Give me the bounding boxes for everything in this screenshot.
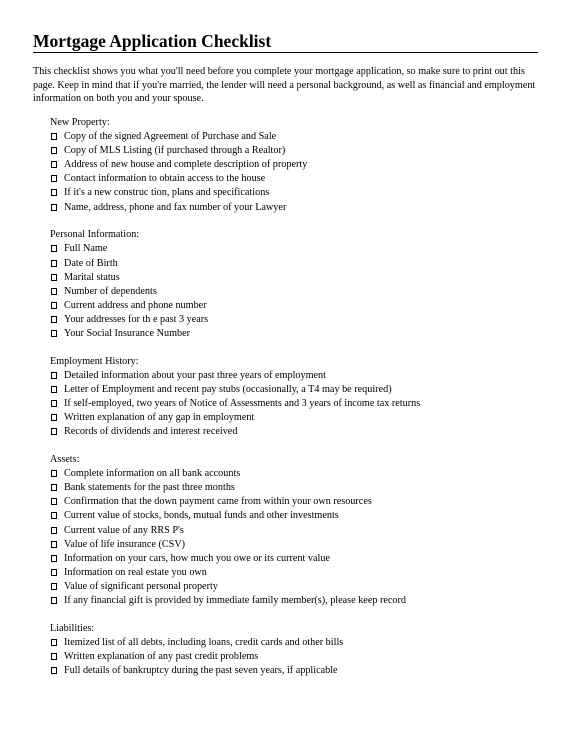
checkbox-icon[interactable]	[51, 667, 57, 674]
checklist-item	[50, 327, 550, 341]
checklist-item	[50, 271, 550, 285]
checklist-section	[50, 228, 550, 341]
checklist-item-label: Value of significant personal property	[64, 580, 218, 592]
section-heading: Personal Information:	[50, 229, 140, 241]
page-title: Mortgage Application Checklist	[33, 30, 538, 53]
checkbox-icon[interactable]	[51, 597, 57, 604]
checklist-item	[50, 495, 550, 509]
checklist-item-label: Contact information to obtain access to the house	[64, 173, 266, 185]
checkbox-icon[interactable]	[51, 386, 57, 393]
checklist-item-label: Complete information on all bank accounts	[64, 468, 241, 480]
checklist-item	[50, 580, 550, 594]
checklist-item	[50, 467, 550, 481]
checklist-item	[50, 369, 550, 383]
checklist-item	[50, 566, 550, 580]
checklist-item	[50, 664, 550, 678]
checkbox-icon[interactable]	[51, 512, 57, 519]
checkbox-icon[interactable]	[51, 260, 57, 267]
checklist-item	[50, 257, 550, 271]
checkbox-icon[interactable]	[51, 330, 57, 337]
checklist-item	[50, 650, 550, 664]
checklist-item	[50, 186, 550, 200]
checklist-item-label: Marital status	[64, 271, 120, 283]
checklist-item	[50, 524, 550, 538]
checklist-item	[50, 481, 550, 495]
checkbox-icon[interactable]	[51, 400, 57, 407]
checklist-item-label: Records of dividends and interest received	[64, 426, 238, 438]
checklist-item-label: If self-employed, two years of Notice of Assessments and 3 years of income tax returns	[64, 398, 421, 410]
checkbox-icon[interactable]	[51, 147, 57, 154]
checklist-item-label: Number of dependents	[64, 285, 157, 297]
checkbox-icon[interactable]	[51, 161, 57, 168]
intro-paragraph: This checklist shows you what you'll need before you complete your mortgage application, so make sure to print out this page. Keep in mind that if you're married, the lender will need a personal background, as well as financial and employment information on both you and your spouse.	[33, 66, 536, 105]
checklist-item	[50, 158, 550, 172]
checklist-item-label: Full details of bankruptcy during the past seven years, if applicable	[64, 665, 338, 677]
checkbox-icon[interactable]	[51, 653, 57, 660]
checklist-item-label: Date of Birth	[64, 257, 118, 269]
checklist-item	[50, 397, 550, 411]
checklist-item-label: Address of new house and complete description of property	[64, 159, 308, 171]
checklist-item-label: Name, address, phone and fax number of your Lawyer	[64, 201, 287, 213]
checklist-item	[50, 242, 550, 256]
checkbox-icon[interactable]	[51, 372, 57, 379]
checklist-item-label: Written explanation of any past credit problems	[64, 650, 259, 662]
checkbox-icon[interactable]	[51, 569, 57, 576]
checklist-section	[50, 355, 550, 440]
checkbox-icon[interactable]	[51, 541, 57, 548]
checkbox-icon[interactable]	[51, 316, 57, 323]
checkbox-icon[interactable]	[51, 470, 57, 477]
checklist-item-label: Itemized list of all debts, including loans, credit cards and other bills	[64, 636, 344, 648]
checklist-item	[50, 425, 550, 439]
checklist-item	[50, 299, 550, 313]
checklist-item	[50, 411, 550, 425]
checklist-item	[50, 594, 550, 608]
section-heading: New Property:	[50, 117, 110, 128]
checkbox-icon[interactable]	[51, 498, 57, 505]
checklist-item-label: Your addresses for th e past 3 years	[64, 313, 209, 325]
checkbox-icon[interactable]	[51, 414, 57, 421]
checklist-item	[50, 172, 550, 186]
section-heading: Liabilities:	[50, 622, 95, 634]
checklist-item	[50, 313, 550, 327]
checkbox-icon[interactable]	[51, 527, 57, 534]
checkbox-icon[interactable]	[51, 204, 57, 211]
checklist-item	[50, 144, 550, 158]
checkbox-icon[interactable]	[51, 274, 57, 281]
checklist-item	[50, 201, 550, 215]
checkbox-icon[interactable]	[51, 639, 57, 646]
checklist-item-label: Current address and phone number	[64, 299, 207, 311]
checklist-section	[50, 622, 550, 678]
checkbox-icon[interactable]	[51, 189, 57, 196]
checklist-item-label: If any financial gift is provided by immediate family member(s), please keep record	[64, 594, 407, 606]
checklist-item	[50, 383, 550, 397]
checklist-section	[50, 116, 550, 215]
checklist-item-label: Bank statements for the past three months	[64, 482, 235, 494]
checklist-item-label: Letter of Employment and recent pay stubs (occasionally, a T4 may be required)	[64, 383, 392, 395]
checkbox-icon[interactable]	[51, 484, 57, 491]
checklist-item-label: Information on your cars, how much you owe or its current value	[64, 552, 330, 564]
checkbox-icon[interactable]	[51, 288, 57, 295]
checklist-item-label: Value of life insurance (CSV)	[64, 538, 186, 550]
section-heading: Assets:	[50, 454, 80, 466]
checklist-item	[50, 538, 550, 552]
checklist-item-label: Copy of MLS Listing (if purchased through a Realtor)	[64, 145, 286, 157]
checkbox-icon[interactable]	[51, 245, 57, 252]
checklist-item	[50, 636, 550, 650]
checklist-item-label: If it's a new construc tion, plans and specifications	[64, 187, 270, 199]
checkbox-icon[interactable]	[51, 133, 57, 140]
checklist-item-label: Full Name	[64, 243, 108, 255]
checklist-item-label: Detailed information about your past three years of employment	[64, 369, 326, 381]
section-heading: Employment History:	[50, 355, 139, 367]
checklist-item-label: Written explanation of any gap in employment	[64, 412, 255, 424]
checklist-item	[50, 509, 550, 523]
checklist-item	[50, 285, 550, 299]
checklist-item	[50, 552, 550, 566]
checklist-section	[50, 453, 550, 608]
checklist-item-label: Your Social Insurance Number	[64, 328, 190, 339]
checklist-item-label: Confirmation that the down payment came from within your own resources	[64, 496, 372, 508]
checklist-item-label: Current value of any RRS P's	[64, 524, 184, 536]
checklist-item	[50, 130, 550, 144]
checkbox-icon[interactable]	[51, 428, 57, 435]
checkbox-icon[interactable]	[51, 302, 57, 309]
checklist-item-label: Current value of stocks, bonds, mutual funds and other investments	[64, 510, 339, 522]
checkbox-icon[interactable]	[51, 583, 57, 590]
checklist-item-label: Information on real estate you own	[64, 566, 207, 578]
checkbox-icon[interactable]	[51, 175, 57, 182]
checklist-sections	[50, 116, 550, 692]
checklist-item-label: Copy of the signed Agreement of Purchase and Sale	[64, 131, 277, 143]
checkbox-icon[interactable]	[51, 555, 57, 562]
